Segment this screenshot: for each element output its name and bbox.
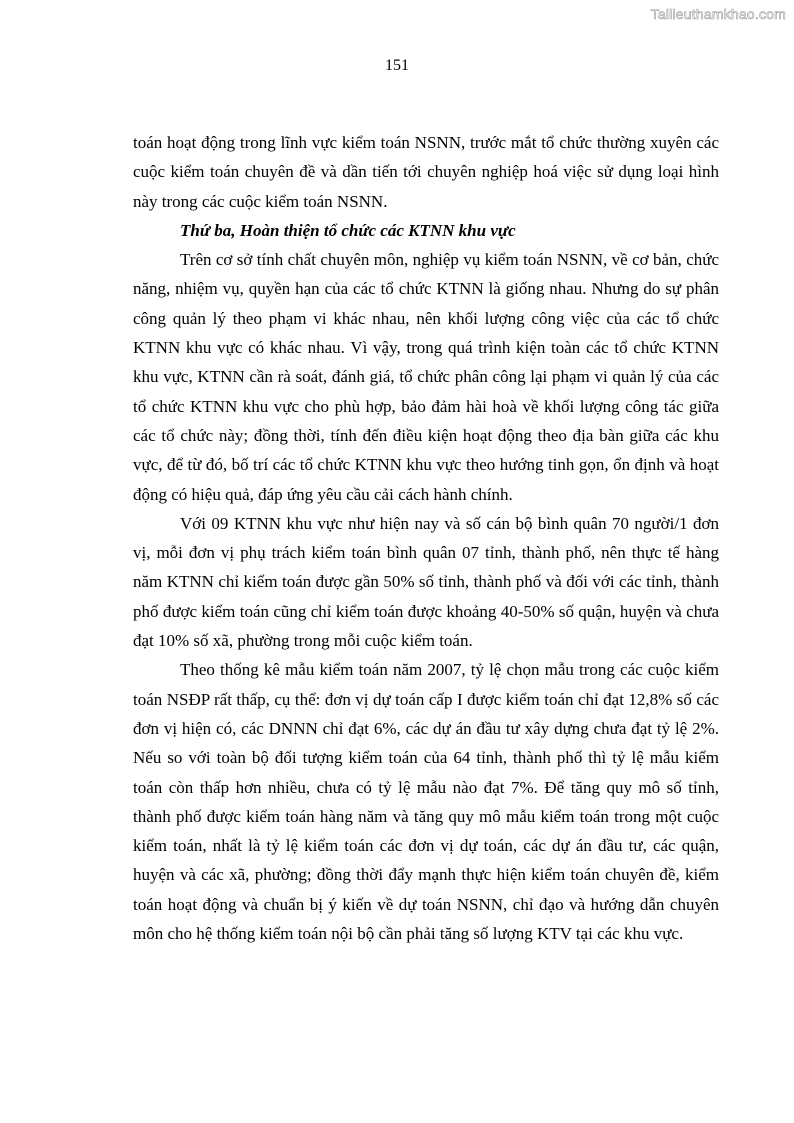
watermark: Tailieuthamkhao.com — [650, 6, 786, 22]
document-body — [133, 128, 719, 948]
paragraph-continuation: toán hoạt động trong lĩnh vực kiểm toán NSNN, trước mắt tổ chức thường xuyên các cuộc kiểm toán chuyên đề và dần tiến tới chuyên nghiệp hoá việc sử dụng loại hình này trong các cuộc kiểm toán NSNN. — [133, 133, 719, 211]
paragraph: Theo thống kê mẫu kiểm toán năm 2007, tỷ lệ chọn mẫu trong các cuộc kiểm toán NSĐP rất thấp, cụ thể: đơn vị dự toán cấp I được kiểm toán chỉ đạt 12,8% số các đơn vị hiện có, các DNNN chỉ đạt 6%, các dự án đầu tư xây dựng chưa đạt tỷ lệ 2%. Nếu so với toàn bộ đối tượng kiểm toán của 64 tỉnh, thành phố thì tỷ lệ mẫu kiểm toán còn thấp hơn nhiều, chưa có tỷ lệ mẫu nào đạt 7%. Để tăng quy mô số tỉnh, thành phố được kiểm toán hàng năm và tăng quy mô mẫu kiểm toán trong một cuộc kiểm toán, nhất là tỷ lệ kiểm toán các đơn vị dự toán, các dự án đầu tư, các quận, huyện và các xã, phường; đồng thời đẩy mạnh thực hiện kiểm toán chuyên đề, kiểm toán hoạt động và chuẩn bị ý kiến về dự toán NSNN, chỉ đạo và hướng dẫn chuyên môn cho hệ thống kiểm toán nội bộ cần phải tăng số lượng KTV tại các khu vực. — [133, 660, 719, 944]
section-heading: Thứ ba, Hoàn thiện tổ chức các KTNN khu vực — [180, 220, 516, 240]
paragraph: Trên cơ sở tính chất chuyên môn, nghiệp vụ kiểm toán NSNN, về cơ bản, chức năng, nhiệm vụ, quyền hạn của các tổ chức KTNN là giống nhau. Nhưng do sự phân công quản lý theo phạm vi khác nhau, nên khối lượng công việc của các tổ chức KTNN khu vực có khác nhau. Vì vậy, trong quá trình kiện toàn các tổ chức KTNN khu vực, KTNN cần rà soát, đánh giá, tổ chức phân công lại phạm vi quản lý của các tổ chức KTNN khu vực cho phù hợp, bảo đảm hài hoà về khối lượng công tác giữa các tổ chức này; đồng thời, tính đến điều kiện hoạt động theo địa bàn giữa các khu vực, để từ đó, bố trí các tổ chức KTNN khu vực theo hướng tinh gọn, ổn định và hoạt động có hiệu quả, đáp ứng yêu cầu cải cách hành chính. — [133, 250, 719, 504]
paragraph: Với 09 KTNN khu vực như hiện nay và số cán bộ bình quân 70 người/1 đơn vị, mỗi đơn vị phụ trách kiểm toán bình quân 07 tỉnh, thành phố, nên thực tế hàng năm KTNN chỉ kiểm toán được gần 50% số tỉnh, thành phố và đối với các tỉnh, thành phố được kiểm toán cũng chỉ kiểm toán được khoảng 40-50% số quận, huyện và chưa đạt 10% số xã, phường trong mỗi cuộc kiểm toán. — [133, 513, 719, 651]
page-number: 151 — [385, 57, 409, 74]
